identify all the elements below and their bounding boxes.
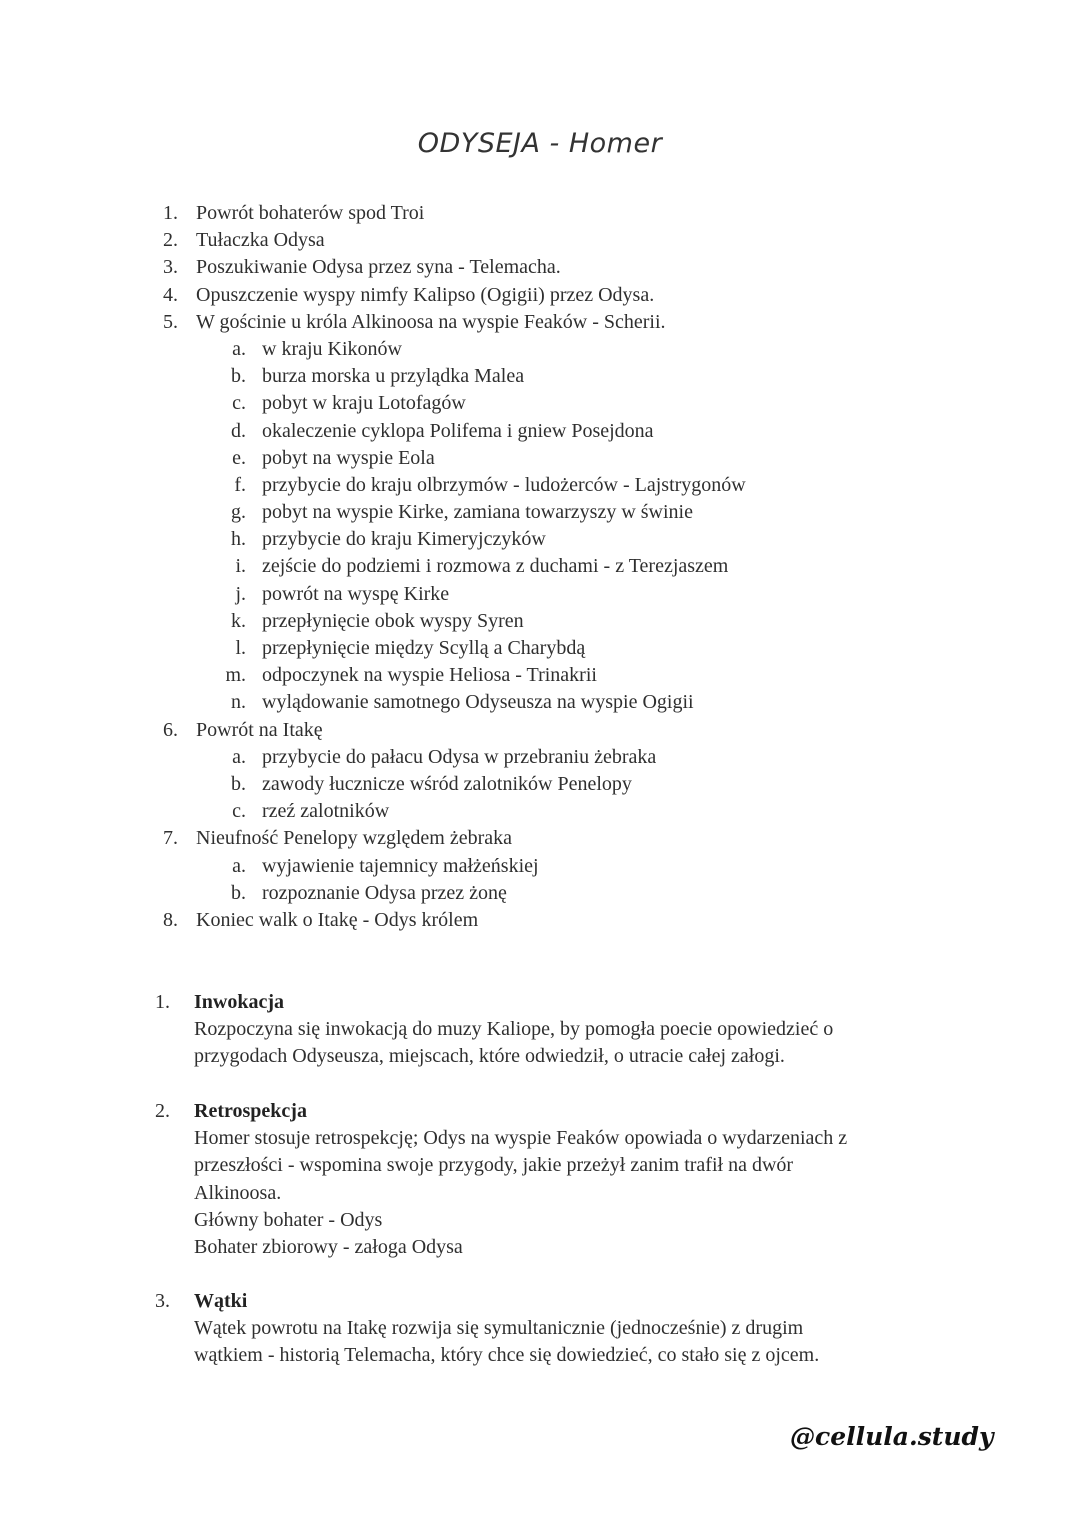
outline-item	[0, 309, 1080, 336]
author-signature: @cellula.study	[790, 1422, 994, 1451]
outline-subitem	[0, 744, 1080, 771]
subitem-letter: a.	[232, 745, 246, 768]
subitem-text: pobyt w kraju Lotofagów	[262, 392, 466, 415]
subitem-text: pobyt na wyspie Eola	[262, 446, 435, 469]
subitem-text: powrót na wyspę Kirke	[262, 582, 450, 605]
section-number: 3.	[155, 1290, 170, 1312]
outline-subitem	[0, 581, 1080, 608]
item-number: 7.	[163, 827, 178, 850]
item-text: Powrót na Itakę	[196, 718, 323, 741]
outline-subitem	[0, 635, 1080, 662]
section-line: Główny bohater - Odys	[194, 1208, 383, 1231]
outline-subitem	[0, 853, 1080, 880]
subitem-text: zawody łucznicze wśród zalotników Penelopy	[262, 772, 632, 795]
subitem-text: okaleczenie cyklopa Polifema i gniew Posejdona	[262, 419, 654, 442]
subitem-text: burza morska u przylądka Malea	[262, 365, 525, 388]
outline-item	[0, 825, 1080, 852]
outline-item	[0, 227, 1080, 254]
item-number: 2.	[163, 229, 178, 252]
subitem-letter: c.	[232, 392, 246, 415]
item-number: 5.	[163, 310, 178, 333]
section-line: Bohater zbiorowy - załoga Odysa	[194, 1236, 463, 1258]
item-text: Koniec walk o Itakę - Odys królem	[196, 908, 479, 931]
subitem-letter: a.	[232, 854, 246, 877]
section-line: Homer stosuje retrospekcję; Odys na wyspie Feaków opowiada o wydarzeniach z	[194, 1127, 848, 1150]
subitem-letter: e.	[232, 446, 246, 469]
subitem-text: w kraju Kikonów	[262, 337, 402, 360]
subitem-text: rozpoznanie Odysa przez żonę	[262, 881, 507, 904]
item-text: Powrót bohaterów spod Troi	[196, 202, 425, 224]
plot-outline	[0, 200, 1080, 934]
subitem-letter: d.	[231, 419, 246, 442]
section-line: Alkinoosa.	[194, 1181, 282, 1204]
subitem-letter: g.	[231, 501, 246, 524]
section-number: 1.	[155, 991, 170, 1013]
page-title: ODYSEJA - Homer	[417, 128, 663, 159]
subitem-letter: b.	[231, 772, 246, 795]
subitem-text: przybycie do pałacu Odysa w przebraniu żebraka	[262, 745, 657, 768]
subitem-letter: h.	[231, 528, 246, 551]
outline-subitem	[0, 472, 1080, 499]
subitem-letter: a.	[232, 337, 246, 360]
outline-item	[0, 907, 1080, 934]
item-number: 8.	[163, 908, 178, 931]
item-number: 1.	[163, 202, 178, 224]
outline-subitem	[0, 662, 1080, 689]
subitem-letter: l.	[235, 637, 246, 659]
section-line: Wątek powrotu na Itakę rozwija się symultanicznie (jednocześnie) z drugim	[194, 1317, 804, 1340]
outline-item	[0, 717, 1080, 744]
subitem-text: wyjawienie tajemnicy małżeńskiej	[262, 854, 539, 877]
subitem-letter: k.	[231, 609, 246, 632]
outline-item	[0, 200, 1080, 227]
outline-subitem	[0, 689, 1080, 716]
subitem-letter: j.	[235, 582, 246, 605]
subitem-letter: c.	[232, 800, 246, 823]
outline-subitem	[0, 526, 1080, 553]
subitem-text: rzeź zalotników	[262, 800, 390, 823]
subitem-letter: f.	[234, 473, 246, 496]
outline-subitem	[0, 880, 1080, 907]
outline-subitem	[0, 445, 1080, 472]
section-number: 2.	[155, 1100, 170, 1122]
subitem-letter: m.	[225, 664, 246, 687]
outline-item	[0, 282, 1080, 309]
outline-subitem	[0, 418, 1080, 445]
subitem-text: pobyt na wyspie Kirke, zamiana towarzyszy w świnie	[262, 501, 693, 524]
subitem-text: przybycie do kraju olbrzymów - ludożerców - Lajstrygonów	[262, 473, 746, 496]
subitem-text: zejście do podziemi i rozmowa z duchami - z Terezjaszem	[262, 555, 729, 578]
subitem-text: odpoczynek na wyspie Heliosa - Trinakrii	[262, 664, 597, 687]
section-heading: Wątki	[194, 1290, 248, 1312]
subitem-text: przepłynięcie między Scyllą a Charybdą	[262, 637, 586, 659]
item-number: 4.	[163, 283, 178, 306]
item-text: Opuszczenie wyspy nimfy Kalipso (Ogigii) przez Odysa.	[196, 283, 655, 306]
item-text: Nieufność Penelopy względem żebraka	[196, 827, 512, 850]
outline-subitem	[0, 363, 1080, 390]
outline-subitem	[0, 499, 1080, 526]
outline-item	[0, 254, 1080, 281]
outline-subitem	[0, 390, 1080, 417]
outline-subitem	[0, 771, 1080, 798]
outline-subitem	[0, 336, 1080, 363]
section-line: przygodach Odyseusza, miejscach, które odwiedził, o utracie całej załogi.	[194, 1045, 785, 1068]
subitem-letter: b.	[231, 881, 246, 904]
item-text: Poszukiwanie Odysa przez syna - Telemacha.	[196, 256, 561, 279]
item-number: 3.	[163, 256, 178, 279]
section-line: wątkiem - historią Telemacha, który chce się dowiedzieć, co stało się z ojcem.	[194, 1344, 820, 1367]
section-body	[194, 1315, 954, 1369]
section-heading: Inwokacja	[194, 991, 285, 1013]
section-line: Rozpoczyna się inwokacją do muzy Kaliope, by pomogła poecie opowiedzieć o	[194, 1018, 834, 1041]
outline-subitem	[0, 553, 1080, 580]
subitem-letter: n.	[231, 691, 246, 714]
section-line: przeszłości - wspomina swoje przygody, jakie przeżył zanim trafił na dwór	[194, 1154, 794, 1177]
item-text: Tułaczka Odysa	[196, 229, 325, 252]
subitem-text: wylądowanie samotnego Odyseusza na wyspie Ogigii	[262, 691, 694, 714]
item-number: 6.	[163, 718, 178, 741]
item-text: W gościnie u króla Alkinoosa na wyspie Feaków - Scherii.	[196, 310, 666, 333]
outline-subitem	[0, 608, 1080, 635]
subitem-text: przepłynięcie obok wyspy Syren	[262, 609, 524, 632]
subitem-letter: b.	[231, 365, 246, 388]
subitem-letter: i.	[235, 555, 246, 578]
section-body	[194, 1125, 954, 1261]
outline-subitem	[0, 798, 1080, 825]
section-body	[194, 1016, 954, 1070]
subitem-text: przybycie do kraju Kimeryjczyków	[262, 528, 546, 551]
section-heading: Retrospekcja	[194, 1100, 307, 1122]
